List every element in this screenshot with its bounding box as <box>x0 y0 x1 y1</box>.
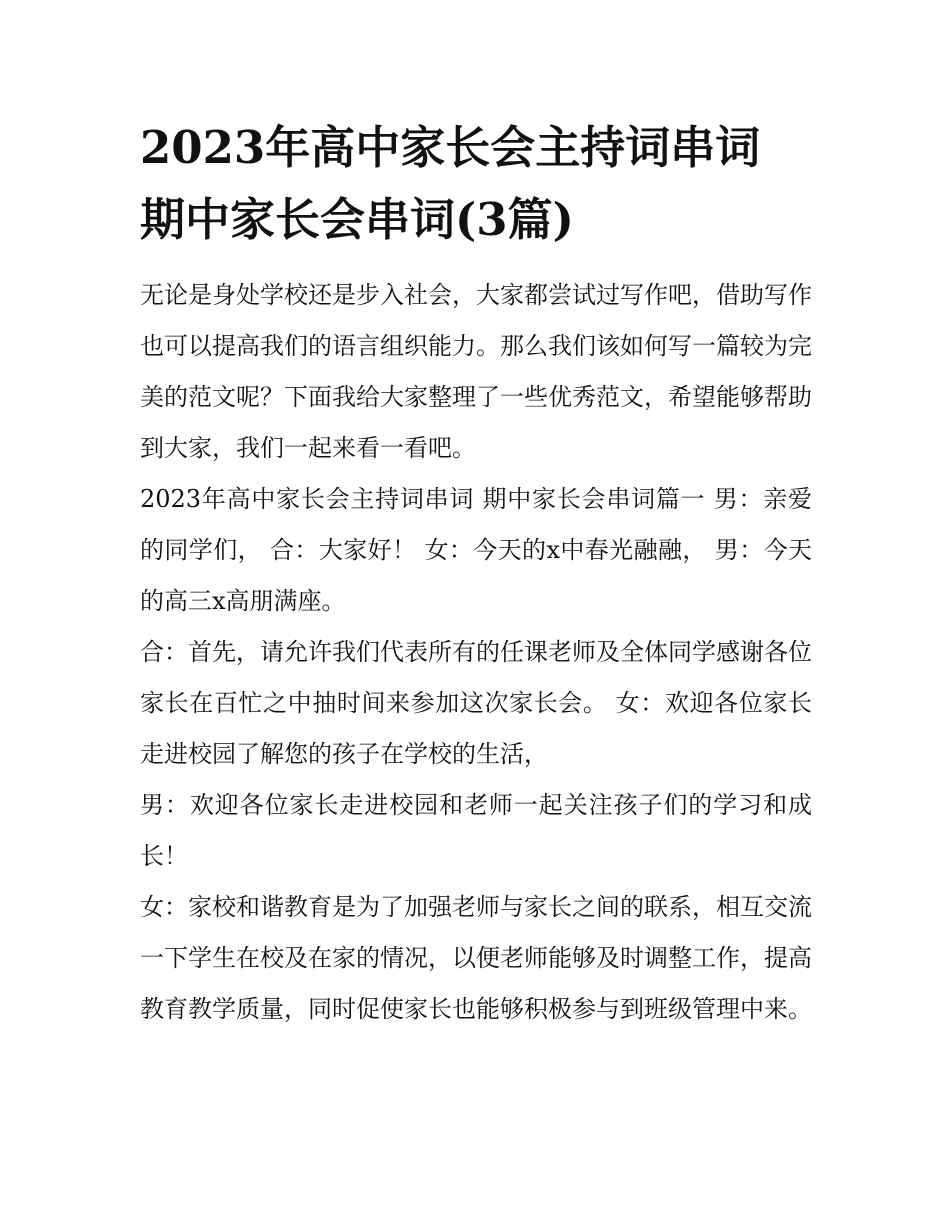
document-page <box>140 112 812 1035</box>
title-line-2: 期中家长会串词(3篇) <box>140 193 574 246</box>
title-line-1: 2023年高中家长会主持词串词 <box>140 121 761 174</box>
paragraph-welcome: 合：首先，请允许我们代表所有的任课老师及全体同学感谢各位家长在百忙之中抽时间来参加这次家长会。 女：欢迎各位家长走进校园了解您的孩子在学校的生活， <box>140 638 812 768</box>
document-title <box>140 112 812 256</box>
paragraph-male-host: 男：欢迎各位家长走进校园和老师一起关注孩子们的学习和成长！ <box>140 791 812 870</box>
paragraph-opening: 2023年高中家长会主持词串词 期中家长会串词篇一 男：亲爱的同学们， 合：大家好！ 女：今天的x中春光融融， 男：今天的高三x高朋满座。 <box>140 485 812 615</box>
paragraph-female-host: 女：家校和谐教育是为了加强老师与家长之间的联系，相互交流一下学生在校及在家的情况，以便老师能够及时调整工作，提高教育教学质量，同时促使家长也能够积极参与到班级管理中来。 <box>140 893 812 1023</box>
paragraph-intro: 无论是身处学校还是步入社会，大家都尝试过写作吧，借助写作也可以提高我们的语言组织能力。那么我们该如何写一篇较为完美的范文呢？下面我给大家整理了一些优秀范文，希望能够帮助到大家，我们一起来看一看吧。 <box>140 281 812 462</box>
